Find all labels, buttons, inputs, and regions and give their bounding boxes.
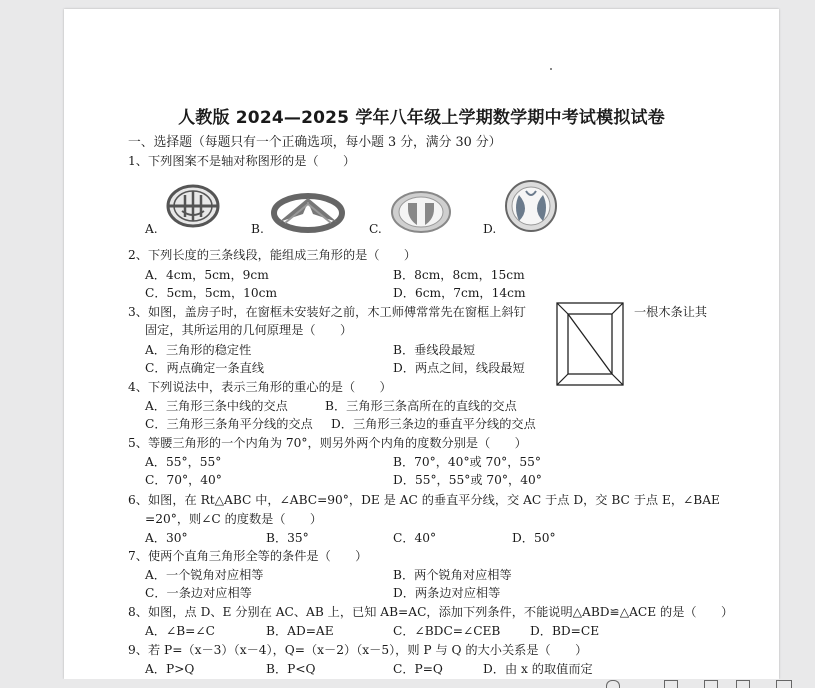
q2-option-b: B．8cm，8cm，15cm — [393, 268, 525, 282]
q4-option-d: D．三角形三条边的垂直平分线的交点 — [331, 417, 536, 431]
q3-stem-line1-end: 一根木条让其 — [634, 305, 708, 319]
q1-label-a: A. — [145, 222, 158, 236]
q6-stem-line2: =20°，则∠C 的度数是（ ） — [145, 512, 323, 526]
q6-option-d: D．50° — [512, 531, 556, 545]
q7-option-d: D．两条边对应相等 — [393, 586, 501, 600]
page-dot — [550, 68, 552, 70]
q6-option-c: C．40° — [393, 531, 437, 545]
q5-option-c: C．70°，40° — [145, 473, 222, 487]
q7-option-c: C．一条边对应相等 — [145, 586, 252, 600]
q6-stem-line1: 6、如图，在 Rt△ABC 中，∠ABC=90°，DE 是 AC 的垂直平分线，交 AC 于点 D，交 BC 于点 E，∠BAE — [128, 493, 720, 507]
document-page — [64, 9, 779, 679]
brilliance-logo-icon — [165, 183, 221, 229]
q2-stem: 2、下列长度的三条线段，能组成三角形的是（ ） — [128, 248, 417, 262]
q5-option-d: D．55°，55°或 70°，40° — [393, 473, 542, 487]
q9-option-b: B．P<Q — [266, 662, 316, 676]
status-bar — [0, 679, 815, 687]
q5-option-b: B．70°，40°或 70°，55° — [393, 455, 541, 469]
q1-stem: 1、下列图案不是轴对称图形的是（ ） — [128, 154, 356, 168]
q2-option-c: C．5cm，5cm，10cm — [145, 286, 278, 300]
q1-label-d: D. — [483, 222, 497, 236]
exam-title: 人教版 2024—2025 学年八年级上学期数学期中考试模拟试卷 — [178, 108, 665, 128]
q3-stem-line1: 3、如图，盖房子时，在窗框未安装好之前，木工师傅常常先在窗框上斜钉 — [128, 305, 526, 319]
q3-stem-line2: 固定，其所运用的几何原理是（ ） — [145, 323, 353, 337]
window-frame-figure — [556, 302, 624, 386]
q3-option-c: C．两点确定一条直线 — [145, 361, 265, 375]
q8-option-a: A．∠B=∠C — [145, 624, 215, 638]
section-heading: 一、选择题（每题只有一个正确选项，每小题 3 分，满分 30 分） — [128, 135, 502, 150]
q5-option-a: A．55°，55° — [145, 455, 222, 469]
q9-option-a: A．P>Q — [145, 662, 195, 676]
q3-option-a: A．三角形的稳定性 — [145, 343, 252, 357]
q4-option-b: B．三角形三条高所在的直线的交点 — [325, 399, 517, 413]
q6-option-b: B．35° — [266, 531, 309, 545]
q8-option-b: B．AD=AE — [266, 624, 334, 638]
q2-option-a: A．4cm，5cm，9cm — [145, 268, 269, 282]
q4-option-a: A．三角形三条中线的交点 — [145, 399, 288, 413]
q8-option-d: D．BD=CE — [530, 624, 600, 638]
dongfeng-logo-icon — [504, 179, 558, 233]
q3-option-d: D．两点之间，线段最短 — [393, 361, 525, 375]
q4-option-c: C．三角形三条角平分线的交点 — [145, 417, 313, 431]
q9-option-d: D．由 x 的取值而定 — [483, 662, 593, 676]
q6-option-a: A．30° — [145, 531, 188, 545]
q8-stem: 8、如图，点 D、E 分别在 AC、AB 上，已知 AB=AC，添加下列条件，不能说明△ABD≌△ACE 的是（ ） — [128, 605, 734, 619]
q5-stem: 5、等腰三角形的一个内角为 70°，则另外两个内角的度数分别是（ ） — [128, 436, 527, 450]
q2-option-d: D．6cm，7cm，14cm — [393, 286, 526, 300]
q7-stem: 7、使两个直角三角形全等的条件是（ ） — [128, 549, 368, 563]
q3-option-b: B．垂线段最短 — [393, 343, 476, 357]
q7-option-b: B．两个锐角对应相等 — [393, 568, 512, 582]
geely-shield-logo-icon — [390, 189, 452, 235]
q7-option-a: A．一个锐角对应相等 — [145, 568, 264, 582]
infiniti-logo-icon — [271, 192, 345, 234]
q1-label-b: B. — [251, 222, 264, 236]
q8-option-c: C．∠BDC=∠CEB — [393, 624, 501, 638]
q4-stem: 4、下列说法中，表示三角形的重心的是（ ） — [128, 380, 392, 394]
q9-stem: 9、若 P=（x－3）（x－4），Q=（x－2）（x－5），则 P 与 Q 的大小关系是（ ） — [128, 643, 588, 657]
q9-option-c: C．P=Q — [393, 662, 443, 676]
q1-label-c: C. — [369, 222, 382, 236]
